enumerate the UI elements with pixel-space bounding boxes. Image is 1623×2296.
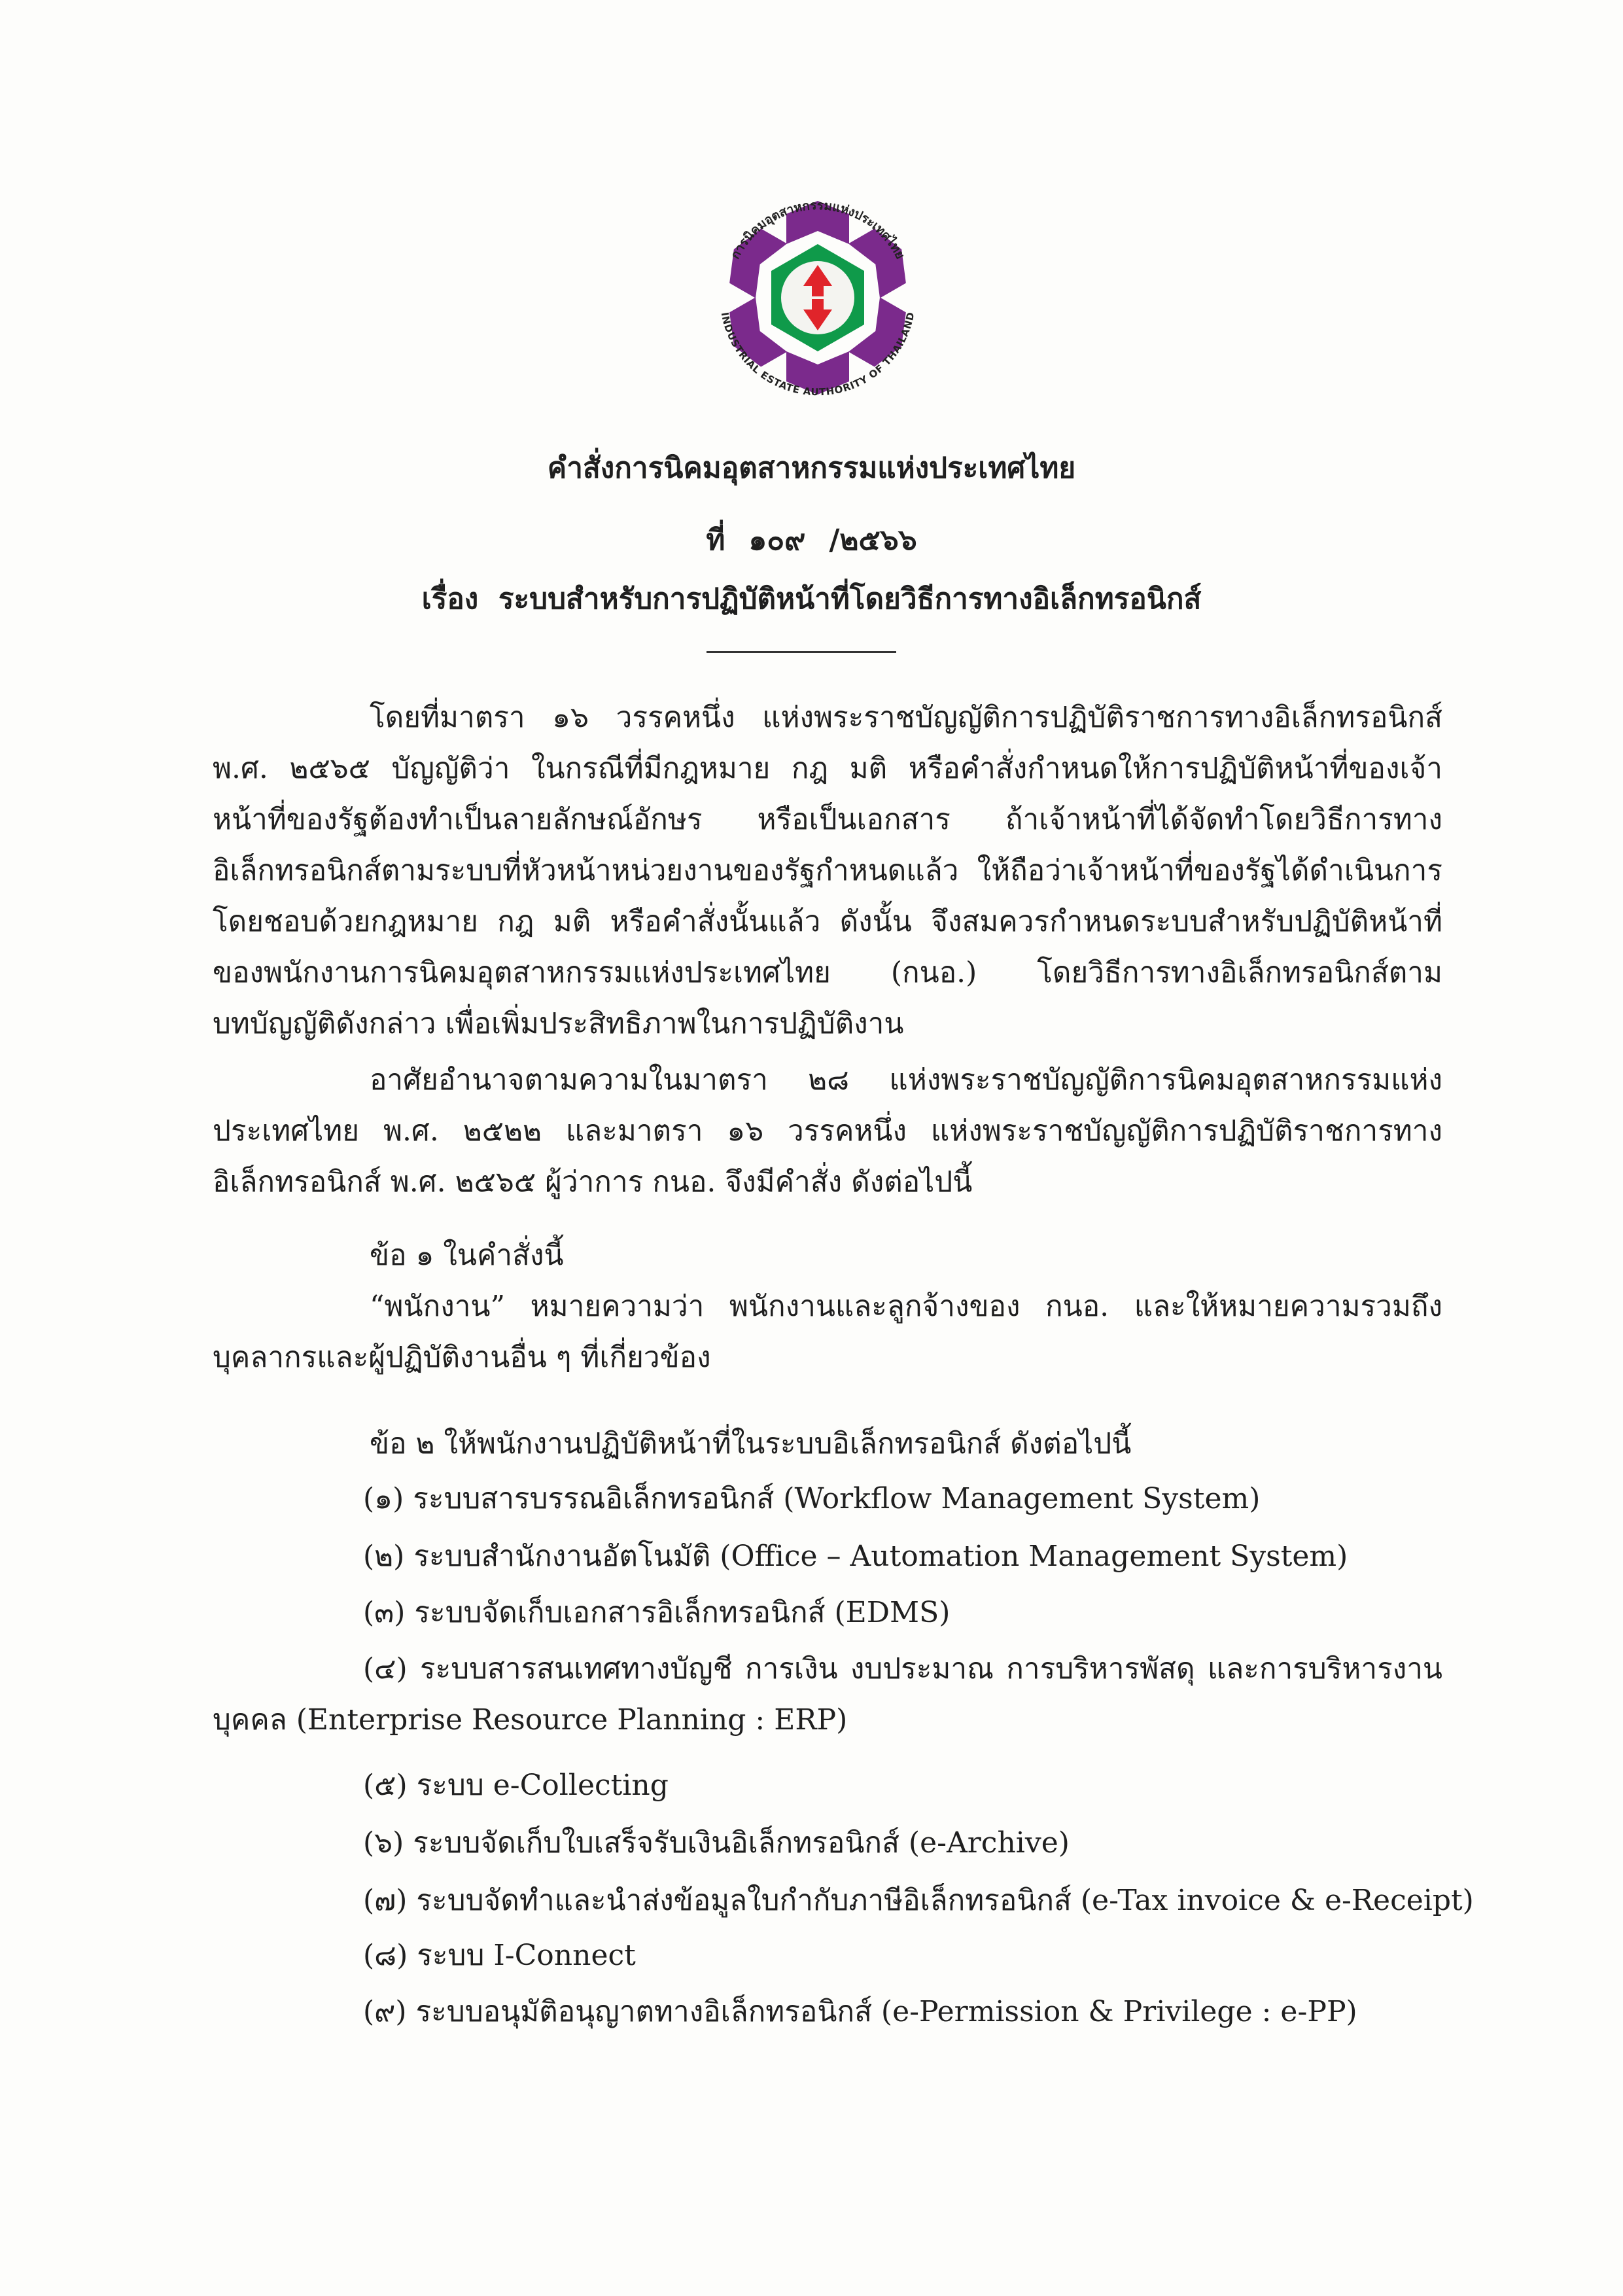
list-item: (๒) ระบบสำนักงานอัตโนมัติ (Office – Automation Management System) <box>363 1540 1348 1573</box>
authority-paragraph: อาศัยอำนาจตามความในมาตรา ๒๘ แห่งพระราชบัญญัติการนิคมอุตสาหกรรมแห่งประเทศไทย พ.ศ. ๒๕๒๒ และมาตรา ๑๖ วรรคหนึ่ง แห่งพระราชบัญญัติการปฏิบัติราชการทางอิเล็กทรอนิกส์ พ.ศ. ๒๕๖๕ ผู้ว่าการ กนอ. จึงมีคำสั่ง ดังต่อไปนี้ <box>213 1063 1442 1199</box>
list-item: (๙) ระบบอนุมัติอนุญาตทางอิเล็กทรอนิกส์ (e-Permission & Privilege : e-PP) <box>363 1995 1357 2028</box>
list-item: (๑) ระบบสารบรรณอิเล็กทรอนิกส์ (Workflow Management System) <box>363 1482 1261 1515</box>
clause-1-heading: ข้อ ๑ ในคำสั่งนี้ <box>370 1239 564 1272</box>
title-divider <box>707 651 896 653</box>
iea-thailand-logo <box>693 173 942 422</box>
order-subject <box>0 576 1623 622</box>
preamble-paragraph: โดยที่มาตรา ๑๖ วรรคหนึ่ง แห่งพระราชบัญญัติการปฏิบัติราชการทางอิเล็กทรอนิกส์ พ.ศ. ๒๕๖๕ บัญญัติว่า ในกรณีที่มีกฎหมาย กฎ มติ หรือคำสั่งกำหนดให้การปฏิบัติหน้าที่ของเจ้าหน้าที่ของรัฐต้องทำเป็นลายลักษณ์อักษร หรือเป็นเอกสาร ถ้าเจ้าหน้าที่ได้จัดทำโดยวิธีการทางอิเล็กทรอนิกส์ตามระบบที่หัวหน้าหน่วยงานของรัฐกำหนดแล้ว ให้ถือว่าเจ้าหน้าที่ของรัฐได้ดำเนินการโดยชอบด้วยกฎหมาย กฎ มติ หรือคำสั่งนั้นแล้ว ดังนั้น จึงสมควรกำหนดระบบสำหรับปฏิบัติหน้าที่ของพนักงานการนิคมอุตสาหกรรมแห่งประเทศไทย (กนอ.) โดยวิธีการทางอิเล็กทรอนิกส์ตามบทบัญญัติดังกล่าว เพื่อเพิ่มประสิทธิภาพในการปฏิบัติงาน <box>213 701 1442 1040</box>
order-number-year: /๒๕๖๖ <box>829 523 917 557</box>
list-item: (๔) ระบบสารสนเทศทางบัญชี การเงิน งบประมาณ การบริหารพัสดุ และการบริหารงานบุคคล (Enterprise Resource Planning : ERP) <box>213 1652 1442 1737</box>
employee-definition: “พนักงาน” หมายความว่า พนักงานและลูกจ้างของ กนอ. และให้หมายความรวมถึง บุคลากรและผู้ปฏิบัติงานอื่น ๆ ที่เกี่ยวข้อง <box>213 1290 1442 1374</box>
list-item: (๕) ระบบ e-Collecting <box>363 1769 669 1802</box>
list-item: (๗) ระบบจัดทำและนำส่งข้อมูลใบกำกับภาษีอิเล็กทรอนิกส์ (e-Tax invoice & e-Receipt) <box>363 1884 1474 1917</box>
order-title: คำสั่งการนิคมอุตสาหกรรมแห่งประเทศไทย <box>547 451 1076 485</box>
list-item: (๓) ระบบจัดเก็บเอกสารอิเล็กทรอนิกส์ (EDMS) <box>363 1596 951 1629</box>
order-number-prefix: ที่ <box>706 523 725 557</box>
logo-thai-ring-text: การนิคมอุตสาหกรรมแห่งประเทศไทย <box>727 198 908 262</box>
order-number <box>0 517 1623 563</box>
subject-text: ระบบสำหรับการปฏิบัติหน้าที่โดยวิธีการทางอิเล็กทรอนิกส์ <box>498 582 1202 616</box>
clause-2-heading: ข้อ ๒ ให้พนักงานปฏิบัติหน้าที่ในระบบอิเล็กทรอนิกส์ ดังต่อไปนี้ <box>370 1427 1132 1460</box>
subject-label: เรื่อง <box>421 582 479 616</box>
list-item: (๖) ระบบจัดเก็บใบเสร็จรับเงินอิเล็กทรอนิกส์ (e-Archive) <box>363 1826 1070 1860</box>
list-item: (๘) ระบบ I-Connect <box>363 1939 636 1972</box>
order-number-value: ๑๐๙ <box>748 523 806 557</box>
logo-english-ring-text: INDUSTRIAL ESTATE AUTHORITY OF THAILAND <box>718 311 917 398</box>
